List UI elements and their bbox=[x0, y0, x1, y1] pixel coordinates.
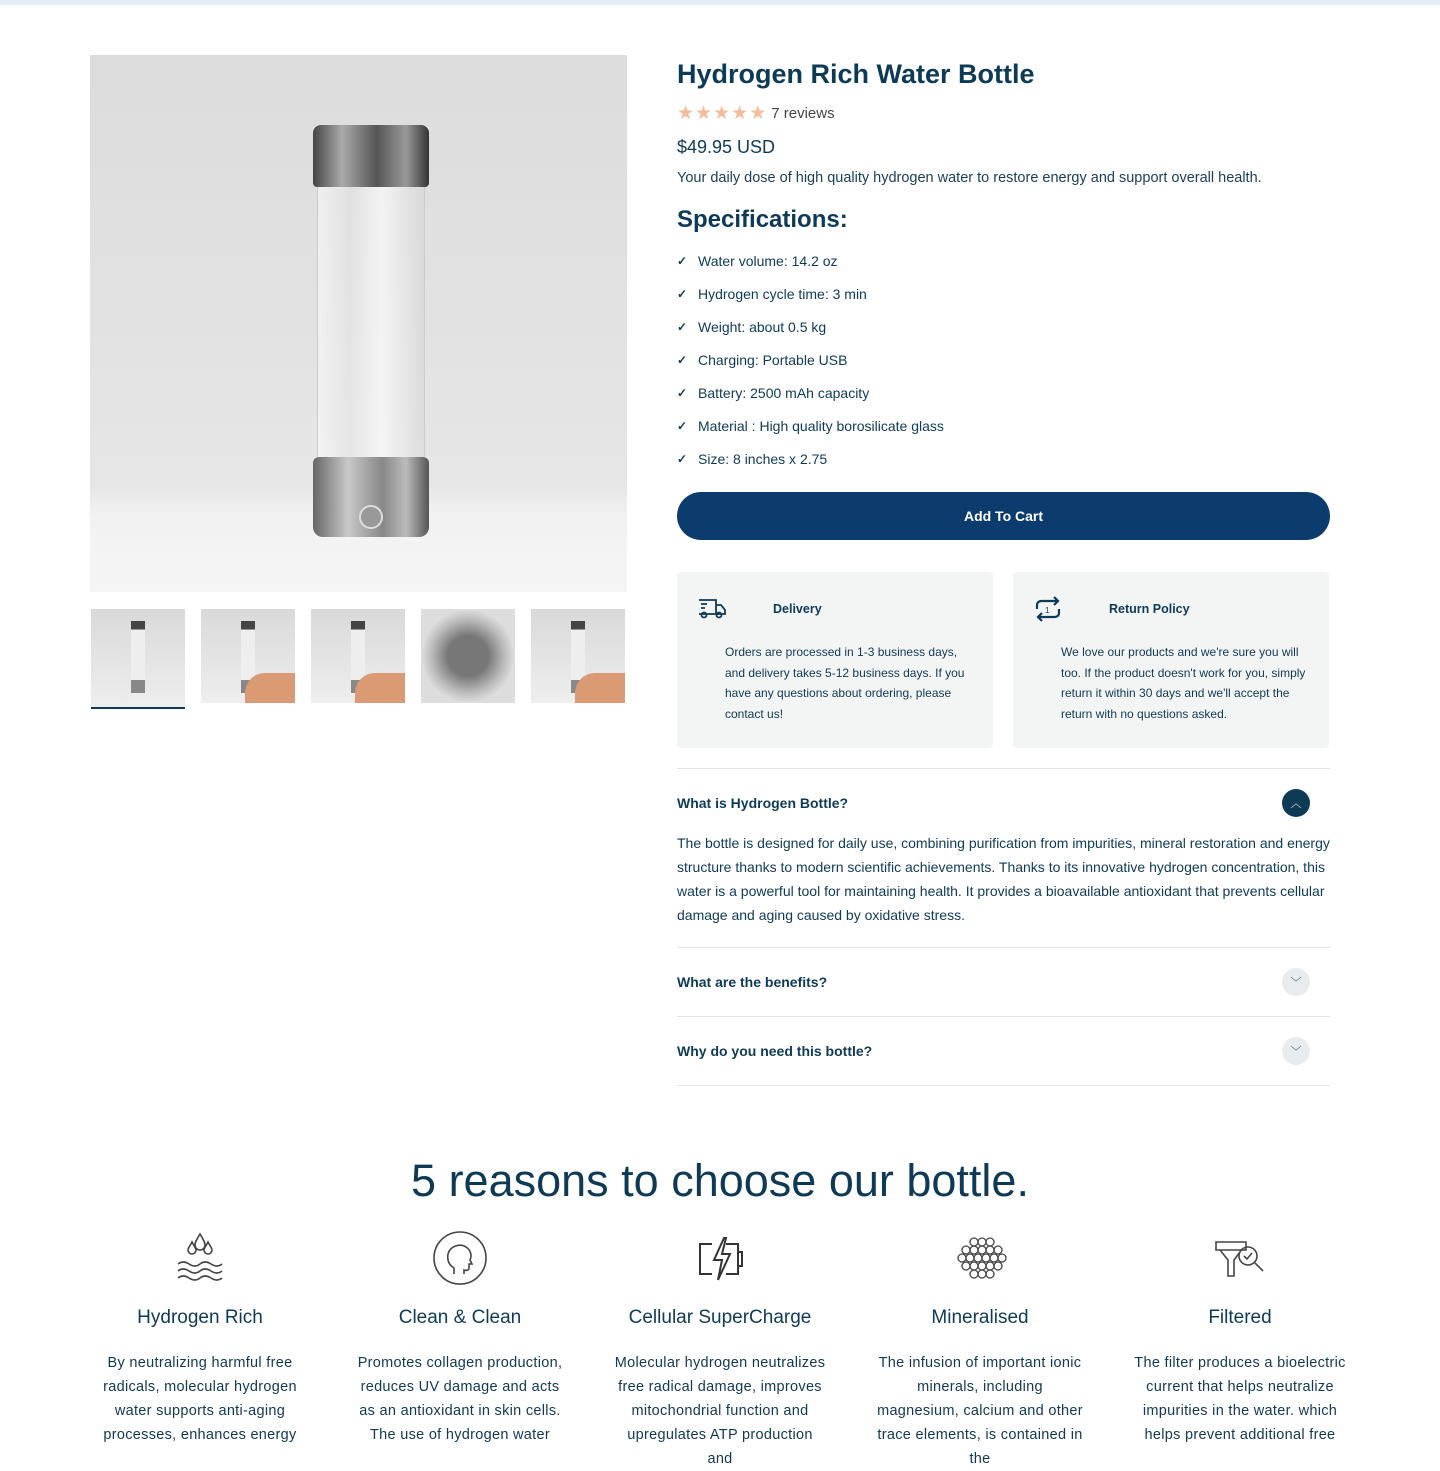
check-icon: ✓ bbox=[677, 253, 688, 268]
feature-text: By neutralizing harmful free radicals, molecular hydrogen water supports anti-aging processes, enhances energy bbox=[103, 1355, 297, 1443]
return-policy-card bbox=[1013, 572, 1329, 748]
thumbnail-strip bbox=[91, 609, 625, 709]
thumbnail-5[interactable] bbox=[531, 609, 625, 703]
faq-toggle[interactable]: Why do you need this bottle? ﹀ bbox=[677, 1017, 1330, 1085]
feature-item bbox=[330, 1228, 590, 1471]
faq-toggle[interactable]: What is Hydrogen Bottle? ︿ bbox=[677, 769, 1330, 837]
chevron-down-icon[interactable]: ﹀ bbox=[1282, 968, 1310, 996]
info-cards bbox=[677, 572, 1330, 748]
spec-item: ✓ Hydrogen cycle time: 3 min bbox=[677, 285, 867, 302]
molecule-grid-icon bbox=[950, 1228, 1010, 1288]
specs-list bbox=[677, 244, 1330, 475]
chevron-down-icon[interactable]: ﹀ bbox=[1282, 1037, 1310, 1065]
faq-accordion bbox=[677, 768, 1330, 1086]
feature-title: Cellular SuperCharge bbox=[628, 1307, 812, 1328]
feature-item bbox=[1110, 1228, 1370, 1471]
top-bar bbox=[0, 0, 1440, 5]
water-drops-icon bbox=[170, 1228, 230, 1288]
faq-item bbox=[677, 948, 1330, 1017]
star-icon: ★ bbox=[749, 102, 767, 124]
product-main-image[interactable] bbox=[90, 55, 627, 592]
feature-item bbox=[70, 1228, 330, 1471]
feature-title: Clean & Clean bbox=[398, 1307, 522, 1328]
faq-answer: The bottle is designed for daily use, combining purification from impurities, mineral restoration and energy structure thanks to modern scientific achievements. Thanks to its innovative hydrogen concentration, this water is a powerful tool for maintaining health. It provides a bioavailable antioxidant that prevents cellular damage and aging caused by oxidative stress. bbox=[677, 835, 1330, 923]
check-icon: ✓ bbox=[677, 352, 688, 367]
product-title: Hydrogen Rich Water Bottle bbox=[677, 59, 1035, 89]
star-icon: ★ bbox=[677, 102, 695, 124]
faq-item bbox=[677, 769, 1330, 948]
feature-text: Molecular hydrogen neutralizes free radical damage, improves mitochondrial function and upregulates ATP production and bbox=[614, 1355, 826, 1467]
review-count[interactable]: 7 reviews bbox=[771, 104, 835, 122]
feature-item bbox=[590, 1228, 850, 1471]
features-row bbox=[70, 1228, 1370, 1471]
feature-title: Mineralised bbox=[931, 1307, 1029, 1328]
delivery-card bbox=[677, 572, 993, 748]
svg-text:1: 1 bbox=[1045, 606, 1050, 615]
price: $49.95 USD bbox=[677, 137, 776, 157]
filter-icon bbox=[1210, 1228, 1270, 1288]
thumbnail-3[interactable] bbox=[311, 609, 405, 703]
spec-item: ✓ Size: 8 inches x 2.75 bbox=[677, 450, 828, 467]
rating[interactable] bbox=[677, 103, 1330, 123]
thumbnail-2[interactable] bbox=[201, 609, 295, 703]
check-icon: ✓ bbox=[677, 385, 688, 400]
feature-text: The infusion of important ionic minerals, including magnesium, calcium and other trace elements, is contained in the bbox=[877, 1355, 1083, 1467]
check-icon: ✓ bbox=[677, 286, 688, 301]
faq-item bbox=[677, 1017, 1330, 1086]
feature-text: Promotes collagen production, reduces UV damage and acts as an antioxidant in skin cells. The use of hydrogen water bbox=[357, 1355, 563, 1443]
thumbnail-1[interactable] bbox=[91, 609, 185, 709]
spec-item: ✓ Material : High quality borosilicate glass bbox=[677, 417, 944, 434]
feature-text: The filter produces a bioelectric current that helps neutralize impurities in the water. which helps prevent additional free bbox=[1134, 1355, 1346, 1443]
faq-toggle[interactable]: What are the benefits? ﹀ bbox=[677, 948, 1330, 1016]
product-info bbox=[677, 55, 1330, 1086]
feature-item bbox=[850, 1228, 1110, 1471]
spec-item: ✓ Charging: Portable USB bbox=[677, 351, 848, 368]
spec-item: ✓ Water volume: 14.2 oz bbox=[677, 252, 838, 269]
star-icon: ★ bbox=[713, 102, 731, 124]
card-text: We love our products and we're sure you will too. If the product doesn't work for you, simply return it within 30 days and we'll accept the return with no questions asked. bbox=[1061, 645, 1306, 722]
product-description: Your daily dose of high quality hydrogen water to restore energy and support overall health. bbox=[677, 170, 1262, 186]
spec-item: ✓ Battery: 2500 mAh capacity bbox=[677, 384, 870, 401]
chevron-up-icon[interactable]: ︿ bbox=[1282, 789, 1310, 817]
card-title: Return Policy bbox=[1109, 602, 1190, 616]
reasons-heading: 5 reasons to choose our bottle. bbox=[411, 1155, 1029, 1206]
add-to-cart-button[interactable]: Add To Cart bbox=[677, 492, 1330, 540]
check-icon: ✓ bbox=[677, 319, 688, 334]
truck-icon bbox=[697, 598, 727, 620]
thumbnail-4[interactable] bbox=[421, 609, 515, 703]
head-profile-icon bbox=[430, 1228, 490, 1288]
battery-bolt-icon bbox=[690, 1228, 750, 1288]
check-icon: ✓ bbox=[677, 418, 688, 433]
card-title: Delivery bbox=[773, 602, 822, 616]
check-icon: ✓ bbox=[677, 451, 688, 466]
star-icon: ★ bbox=[731, 102, 749, 124]
feature-title: Hydrogen Rich bbox=[137, 1307, 263, 1328]
return-icon bbox=[1033, 595, 1063, 623]
star-icon: ★ bbox=[695, 102, 713, 124]
bottle-illustration bbox=[313, 125, 429, 537]
specs-heading: Specifications: bbox=[677, 206, 848, 233]
feature-title: Filtered bbox=[1208, 1307, 1272, 1328]
spec-item: ✓ Weight: about 0.5 kg bbox=[677, 318, 827, 335]
card-text: Orders are processed in 1-3 business days, and delivery takes 5-12 business days. If you have any questions about ordering, please contact us! bbox=[725, 645, 965, 722]
